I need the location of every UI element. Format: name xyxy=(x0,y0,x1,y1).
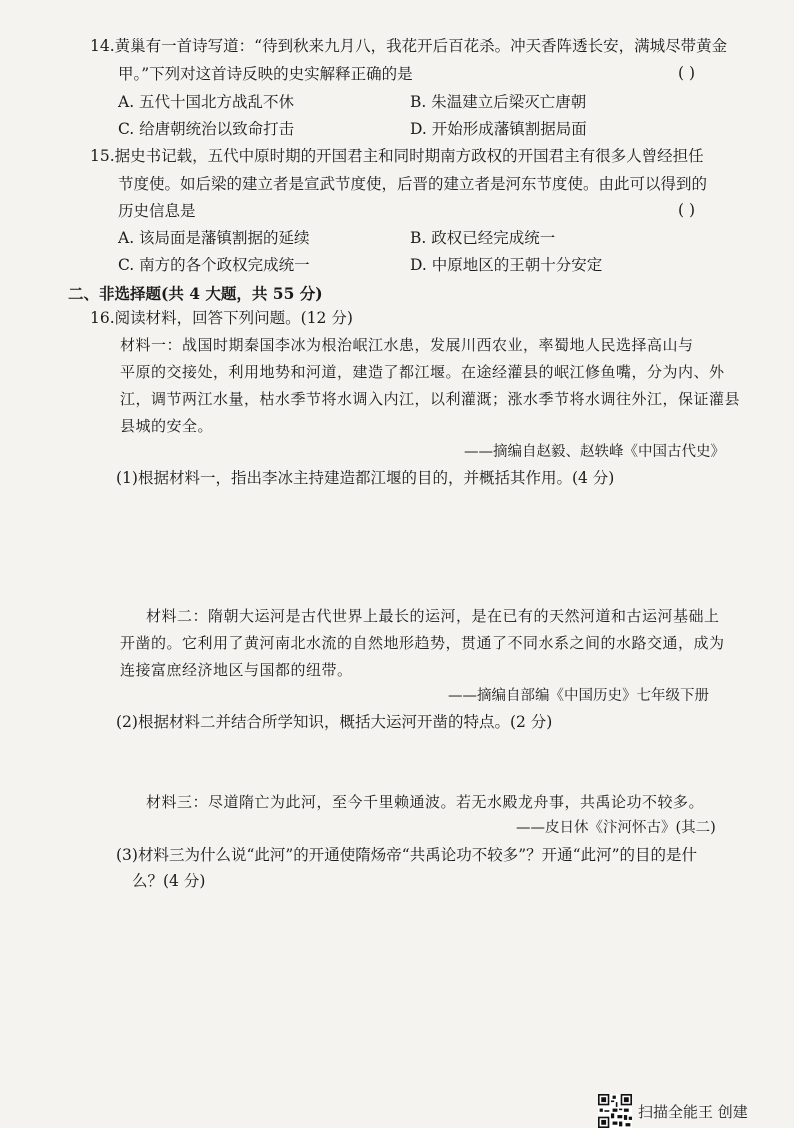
q15-stem-line2: 节度使。如后梁的建立者是宣武节度使，后晋的建立者是河东节度使。由此可以得到的 xyxy=(118,175,708,193)
q14-option-a: A. 五代十国北方战乱不休 xyxy=(118,93,295,111)
material1-line4: 县城的安全。 xyxy=(120,417,214,435)
material2-source: ——摘编自部编《中国历史》七年级下册 xyxy=(448,688,709,704)
material3-source: ——皮日休《汴河怀古》(其二) xyxy=(516,820,716,836)
material1-source: ——摘编自赵毅、赵轶峰《中国古代史》 xyxy=(464,444,725,460)
q14-option-d: D. 开始形成藩镇割据局面 xyxy=(410,120,587,138)
q16-sub2: (2)根据材料二并结合所学知识，概括大运河开凿的特点。(2 分) xyxy=(116,713,553,731)
q14-answer-paren: ( ) xyxy=(678,64,696,82)
material1-line2: 平原的交接处，利用地势和河道，建造了都江堰。在途经灌县的岷江修鱼嘴，分为内、外 xyxy=(120,363,725,381)
q14-stem-line1: 14.黄巢有一首诗写道：“待到秋来九月八，我花开后百花杀。冲天香阵透长安，满城尽带黄金 xyxy=(90,37,728,55)
q16-sub1: (1)根据材料一，指出李冰主持建造都江堰的目的，并概括其作用。(4 分) xyxy=(116,469,615,487)
q16-sub3-line2: 么？(4 分) xyxy=(132,872,206,890)
material2-line2: 开凿的。它利用了黄河南北水流的自然地形趋势，贯通了不同水系之间的水路交通，成为 xyxy=(120,634,725,652)
material1-line3: 江，调节两江水量，枯水季节将水调入内江，以利灌溉；涨水季节将水调往外江，保证灌县 xyxy=(120,390,741,408)
q14-stem-line2: 甲。”下列对这首诗反映的史实解释正确的是 xyxy=(118,65,413,83)
q14-option-b: B. 朱温建立后梁灭亡唐朝 xyxy=(410,93,587,111)
q15-stem-line1: 15.据史书记载，五代中原时期的开国君主和同时期南方政权的开国君主有很多人曾经担任 xyxy=(90,147,704,165)
q15-option-a: A. 该局面是藩镇割据的延续 xyxy=(118,229,310,247)
q15-stem-line3: 历史信息是 xyxy=(118,202,196,220)
q15-answer-paren: ( ) xyxy=(678,201,696,219)
qr-code-icon xyxy=(598,1094,632,1128)
q15-option-c: C. 南方的各个政权完成统一 xyxy=(118,256,310,274)
q15-option-b: B. 政权已经完成统一 xyxy=(410,229,556,247)
q16-title: 16.阅读材料，回答下列问题。(12 分) xyxy=(90,309,353,327)
section-heading: 二、非选择题(共 4 大题，共 55 分) xyxy=(68,284,323,303)
scanner-watermark xyxy=(598,1094,748,1128)
q14-option-c: C. 给唐朝统治以致命打击 xyxy=(118,120,295,138)
material2-line3: 连接富庶经济地区与国都的纽带。 xyxy=(120,661,353,679)
scanner-watermark-text: 扫描全能王 创建 xyxy=(638,1102,748,1121)
material1-line1: 材料一：战国时期秦国李冰为根治岷江水患，发展川西农业，率蜀地人民选择高山与 xyxy=(120,336,694,354)
material2-line1: 材料二：隋朝大运河是古代世界上最长的运河，是在已有的天然河道和古运河基础上 xyxy=(146,607,720,625)
q15-option-d: D. 中原地区的王朝十分安定 xyxy=(410,256,603,274)
q16-sub3-line1: (3)材料三为什么说“此河”的开通使隋炀帝“共禹论功不较多”？开通“此河”的目的是什 xyxy=(116,846,698,864)
material3-line: 材料三：尽道隋亡为此河，至今千里赖通波。若无水殿龙舟事，共禹论功不较多。 xyxy=(146,793,705,811)
